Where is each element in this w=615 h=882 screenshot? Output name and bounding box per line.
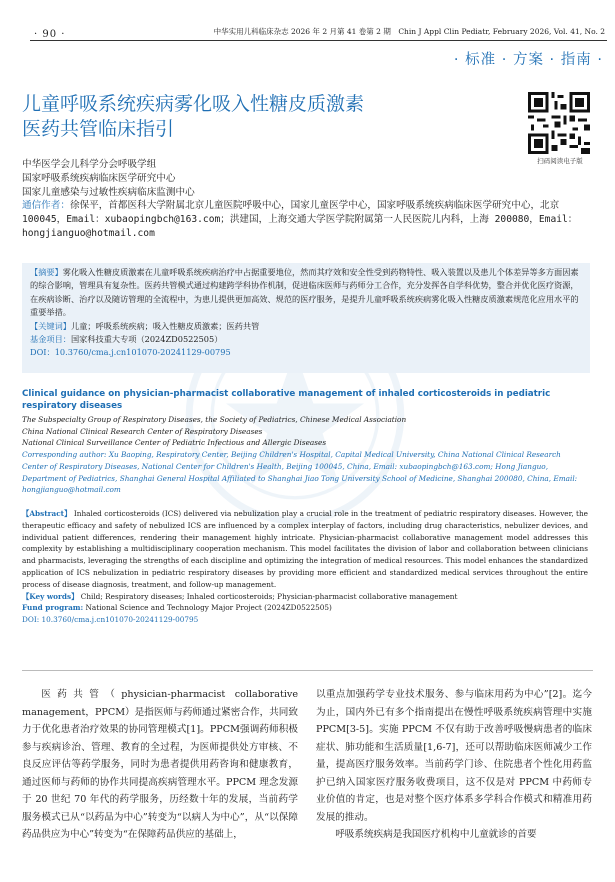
body-paragraph: 医药共管（physician-pharmacist collaborative management，PPCM）是指医师与药师通过紧密合作，共同致力于优化患者治疗效果的协同管理模式[1]。PPCM强调药师积极参与疾病诊治、管理、教育的全过程，为医师提供处方审核、不良反应评估等药学服务，同时为患者提供用药咨询和健康教育，通过医师与药师的协作共同提高疾病管理水平。PPCM 理念发源于 20 世纪 70 年代的药学服务，历经数十年的发展，当前药学服务模式已从“以药品为中心”转变为“以病人为中心”，从“以保障药品供应为中心”转变为“在保障药品供应的基础上， xyxy=(22,689,298,840)
fund-label: 基金项目： xyxy=(30,334,71,345)
en-abstract-text: Inhaled corticosteroids (ICS) delivered via nebulization play a crucial role in the treatment of pediatric respiratory diseases. However, the therapeutic efficacy and safety of nebulized ICS are influenced by a complex interplay of factors, including drug characteristics, nebulizer devices, and individual patient differences, rendering their management highly intricate. Physician-pharmacist collaborative management model addresses this complexity by establishing a multidisciplinary cooperation mechanism. This model facilitates the division of labor and collaboration between clinicians and pharmacists, leveraging the strengths of each discipline and optimizing the integration of medical resources. This model enhances the standardized application of ICS nebulization in pediatric respiratory diseases by providing more efficient and standardized medical services throughout the entire process of disease diagnosis, treatment, and follow-up management. xyxy=(22,509,588,589)
english-abstract xyxy=(22,508,588,626)
en-org-line: National Clinical Surveillance Center of Pediatric Infectious and Allergic Diseases xyxy=(22,438,327,448)
en-fund-label: Fund program: xyxy=(22,603,84,613)
en-doi[interactable]: DOI: 10.3760/cma.j.cn101070-20241129-00795 xyxy=(22,615,199,625)
en-keywords-text: Child; Respiratory diseases; Inhaled corticosteroids; Physician-pharmacist collaborative management xyxy=(80,591,458,601)
en-fund xyxy=(22,602,588,614)
fund-cn xyxy=(30,333,582,346)
organizations-block xyxy=(22,158,582,241)
corresponding-text: 徐保平，首都医科大学附属北京儿童医院呼吸中心，国家儿童医学中心，国家呼吸系统疾病临床医学研究中心，北京 100045，Email：xubaopingbch@163.com；洪建国，上海交通大学医学院附属第一人民医院儿内科，上海 200080，Email：hongjianguo@hotmail.com xyxy=(22,200,578,239)
en-org-line: China National Clinical Research Center of Respiratory Diseases xyxy=(22,426,263,436)
keywords-label: 【关键词】 xyxy=(30,320,71,331)
body-column-right xyxy=(316,686,592,844)
en-abstract-body xyxy=(22,508,588,591)
fund-text: 国家科技重大专项（2024ZD0522505） xyxy=(70,334,223,345)
body-paragraph: 呼吸系统疾病是我国医疗机构中儿童就诊的首要 xyxy=(335,829,537,840)
abstract-cn-body xyxy=(30,266,582,320)
org-line: 国家儿童感染与过敏性疾病临床监测中心 xyxy=(22,186,195,198)
title-line-1: 儿童呼吸系统疾病雾化吸入性糖皮质激素 xyxy=(22,93,365,115)
abstract-label: 【摘要】 xyxy=(30,267,63,277)
keywords-text: 儿童；呼吸系统疾病；吸入性糖皮质激素；医药共管 xyxy=(70,320,260,331)
en-fund-text: National Science and Technology Major Project (2024ZD0522505) xyxy=(85,603,332,613)
qr-code-icon[interactable] xyxy=(528,92,590,154)
header-rule xyxy=(30,40,607,41)
title-line-2: 医药共管临床指引 xyxy=(22,118,175,140)
qr-caption: 扫码阅读电子版 xyxy=(537,157,583,165)
abstract-cn xyxy=(30,266,582,360)
english-title: Clinical guidance on physician-pharmacist collaborative management of inhaled corticosteroids in pediatric respiratory diseases xyxy=(22,389,551,411)
en-org-line: The Subspecialty Group of Respiratory Diseases, the Society of Pediatrics, Chinese Medical Association xyxy=(22,415,407,424)
english-organizations xyxy=(22,414,586,496)
section-divider xyxy=(22,670,593,671)
article-title xyxy=(22,92,462,142)
keywords-cn xyxy=(30,320,582,333)
en-keywords xyxy=(22,591,588,603)
page-number: · 90 · xyxy=(34,29,66,40)
abstract-text: 雾化吸入性糖皮质激素在儿童呼吸系统疾病治疗中占据重要地位，然而其疗效和安全性受到药物特性、吸入装置以及患儿个体差异等多方面因素的综合影响，管理具有复杂性。医药共管模式通过构建跨学科协作机制，促进临床医师与药师分工合作，充分发挥各自学科优势，整合并优化医疗资源，在疾病诊断、治疗以及随访管理的全流程中，为患儿提供更加高效、规范的医疗服务，是提升儿童呼吸系统疾病雾化吸入性糖皮质激素规范化应用水平的重要举措。 xyxy=(30,267,579,318)
running-head: 中华实用儿科临床杂志 2026 年 2 月第 41 卷第 2 期 Chin J Appl Clin Pediatr, February 2026, Vol. 41, No. 2 xyxy=(213,27,605,36)
corresponding-label: 通信作者： xyxy=(22,200,70,212)
corresponding-author-cn xyxy=(22,199,582,240)
section-tag: · 标准 · 方案 · 指南 · xyxy=(453,52,603,68)
doi-cn[interactable]: DOI：10.3760/cma.j.cn101070-20241129-00795 xyxy=(30,347,231,358)
en-corresponding-author: Corresponding author: Xu Baoping, Respiratory Center, Beijing Children's Hospital, Capital Medical University, China National Clinical Research Center of Respiratory Diseases, National Center for Children's Health, Beijing 100045, China, Email: xubaopingbch@163.com; Hong Jianguo, Department of Pediatrics, Shanghai General Hospital Affiliated to Shanghai Jiao Tong University School of Medicine, Shanghai 200080, China, Email: hongjianguo@hotmail.com xyxy=(22,450,578,495)
body-column-left xyxy=(22,686,298,844)
en-keywords-label: 【Key words】 xyxy=(22,591,79,601)
org-line: 国家呼吸系统疾病临床医学研究中心 xyxy=(22,172,176,184)
en-abstract-label: 【Abstract】 xyxy=(22,509,72,518)
org-line: 中华医学会儿科学分会呼吸学组 xyxy=(22,159,157,170)
body-paragraph: 以重点加强药学专业技术服务、参与临床用药为中心”[2]。迄今为止，国内外已有多个指南提出在慢性呼吸系统疾病管理中实施 PPCM[3-5]。实施 PPCM 不仅有助于改善呼吸慢病患者的临床症状、肺功能和生活质量[1,6-7]，还可以帮助临床医师减少工作量，提高医疗服务效率。当前药学门诊、住院患者个性化用药监护已纳入国家医疗服务收费项目，这不仅是对 PPCM 中药师专业价值的肯定，也是对整个医疗体系多学科合作模式和精准用药发展的推动。 xyxy=(316,689,592,823)
